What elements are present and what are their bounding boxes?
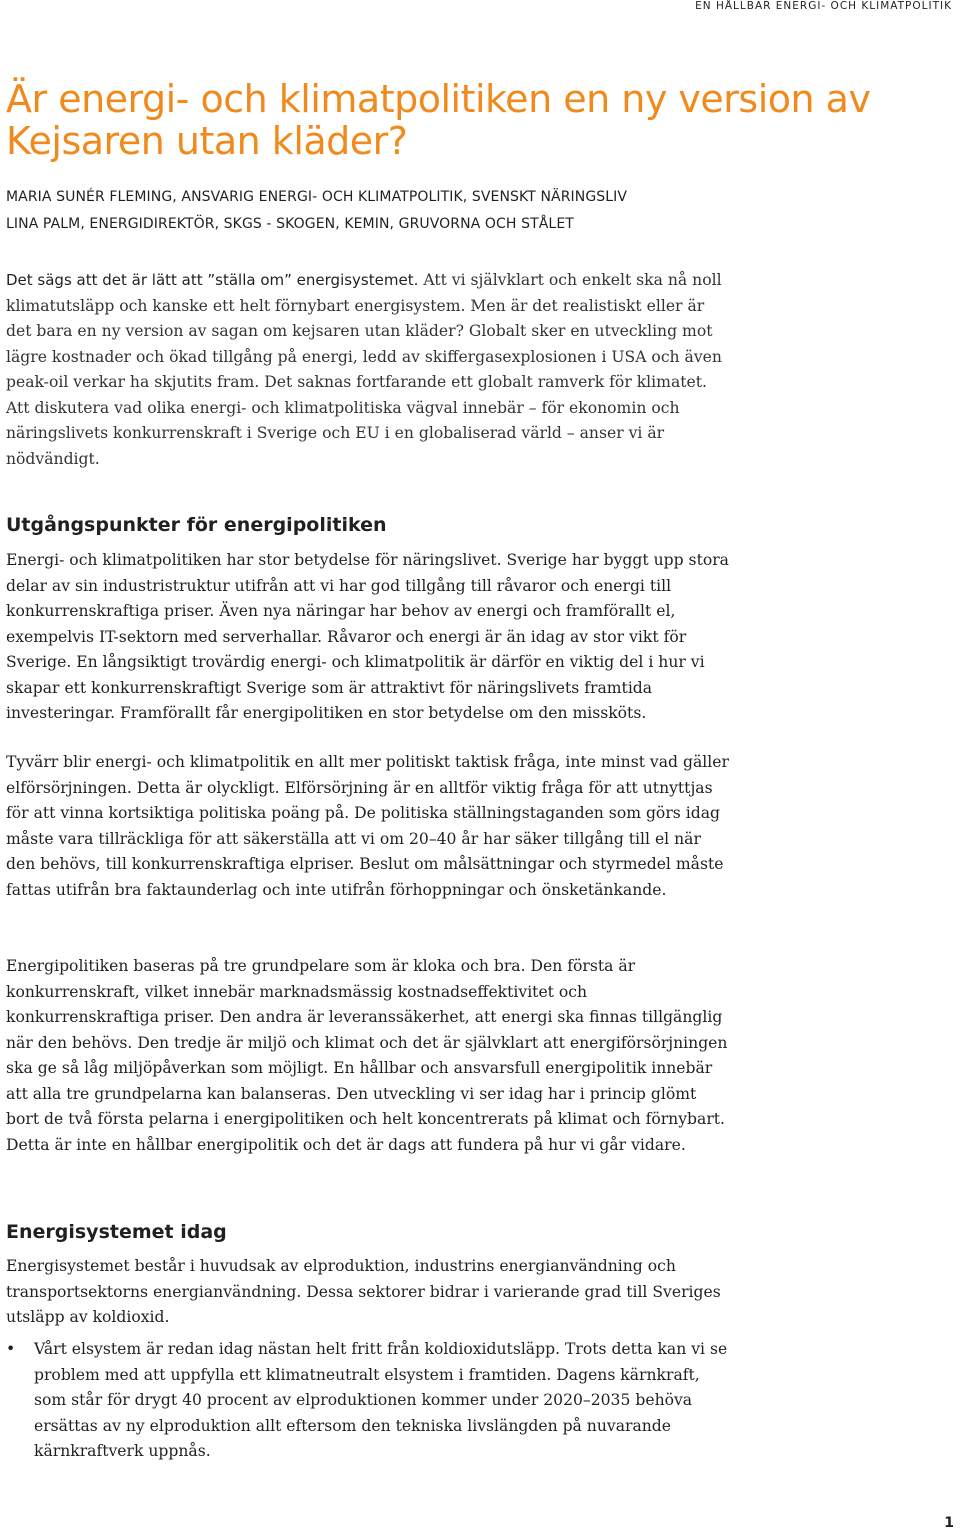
intro-lead: Det sägs att det är lätt att ”ställa om” energisystemet. [6, 271, 419, 289]
body-paragraph: Energipolitiken baseras på tre grundpelare som är kloka och bra. Den första är konkurrenskraft, vilket innebär marknadsmässig kostnadseffektivitet och konkurrenskraftiga priser. Den andra är leveranssäkerhet, att energi ska finnas tillgänglig när den behövs. Den tredje är miljö och klimat och det är självklart att energiförsörjningen ska ge så låg miljöpåverkan som möjligt. En hållbar och ansvarsfull energipolitik innebär att alla tre grundpelarna kan balanseras. Den utveckling vi ser idag har i princip glömt bort de två första pelarna i energipolitiken och helt koncentrerats på klimat och förnybart. Detta är inte en hållbar energipolitik och det är dags att fundera på hur vi går vidare. [6, 957, 728, 1154]
list-item-text: Vårt elsystem är redan idag nästan helt fritt från koldioxidutsläpp. Trots detta kan vi se problem med att uppfylla ett klimatneutralt elsystem i framtiden. Dagens kärnkraft, som står för drygt 40 procent av elproduktionen kommer under 2020–2035 behöva ersättas av ny elproduktion allt eftersom den tekniska livslängden på nuvarande kärnkraftverk uppnås. [34, 1340, 728, 1460]
section-heading: Energisystemet idag [6, 1221, 227, 1243]
intro-paragraph [6, 268, 731, 472]
running-header: EN HÅLLBAR ENERGI- OCH KLIMATPOLITIK [695, 0, 952, 12]
bullet-icon: • [6, 1340, 16, 1358]
bullet-list [6, 1337, 732, 1465]
author-line: LINA PALM, ENERGIDIREKTÖR, SKGS - SKOGEN, KEMIN, GRUVORNA OCH STÅLET [6, 216, 574, 232]
list-item [6, 1337, 732, 1465]
author-line: MARIA SUNÉR FLEMING, ANSVARIG ENERGI- OCH KLIMATPOLITIK, SVENSKT NÄRINGSLIV [6, 189, 628, 205]
body-paragraph: Energisystemet består i huvudsak av elproduktion, industrins energianvändning och transportsektorns energianvändning. Dessa sektorer bidrar i varierande grad till Sveriges utsläpp av koldioxid. [6, 1257, 721, 1326]
intro-body: Att vi självklart och enkelt ska nå noll klimatutsläpp och kanske ett helt förnybart energisystem. Men är det realistiskt eller är det bara en ny version av sagan om kejsaren utan kläder? Globalt sker en utveckling mot lägre kostnader och ökad tillgång på energi, ledd av skiffergasexplosionen i USA och även peak-oil verkar ha skjutits fram. Det saknas fortfarande ett globalt ramverk för klimatet. Att diskutera vad olika energi- och klimatpolitiska vägval innebär – för ekonomin och näringslivets konkurrenskraft i Sverige och EU i en globaliserad värld – anser vi är nödvändigt. [6, 271, 722, 468]
author-list [6, 184, 946, 238]
body-paragraph: Energi- och klimatpolitiken har stor betydelse för näringslivet. Sverige har byggt upp stora delar av sin industristruktur utifrån att vi har god tillgång till råvaror och energi till konkurrenskraftiga priser. Även nya näringar har behov av energi och framförallt el, exempelvis IT-sektorn med serverhallar. Råvaror och energi är än idag av stor vikt för Sverige. En långsiktigt trovärdig energi- och klimatpolitik är därför en viktig del i hur vi skapar ett konkurrenskraftigt Sverige som är attraktivt för näringslivets framtida investeringar. Framförallt får energipolitiken en stor betydelse om den missköts. [6, 551, 729, 722]
article-title: Är energi- och klimatpolitiken en ny version av Kejsaren utan kläder? [6, 77, 871, 163]
body-paragraph: Tyvärr blir energi- och klimatpolitik en allt mer politiskt taktisk fråga, inte minst vad gäller elförsörjningen. Detta är olyckligt. Elförsörjning är en alltför viktig fråga för att utnyttjas för att vinna kortsiktiga politiska poäng på. De politiska ställningstaganden som görs idag måste vara tillräckliga för att säkerställa att vi om 20–40 år har säker tillgång till el när den behövs, till konkurrenskraftiga elpriser. Beslut om målsättningar och styrmedel måste fattas utifrån bra faktaunderlag och inte utifrån förhoppningar och önsketänkande. [6, 753, 729, 899]
page-number: 1 [944, 1515, 954, 1531]
section-heading: Utgångspunkter för energipolitiken [6, 514, 387, 536]
